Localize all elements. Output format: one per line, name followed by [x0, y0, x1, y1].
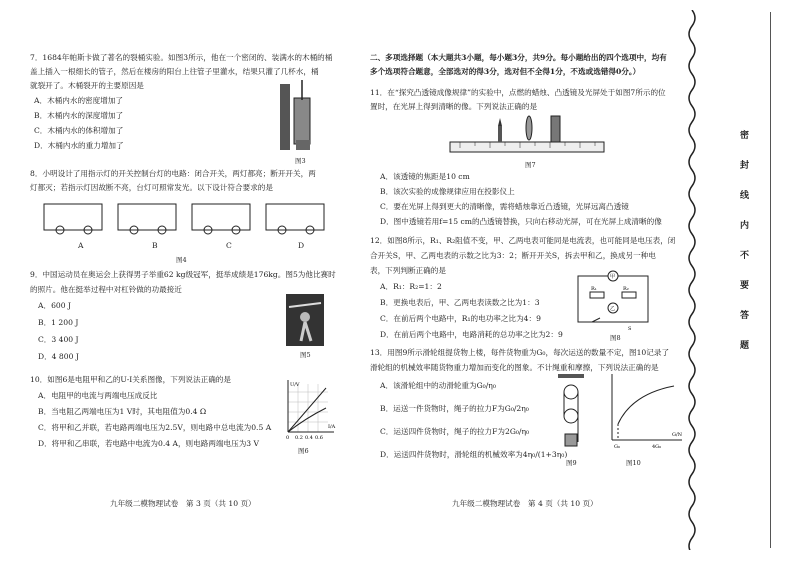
seal-char: 封	[740, 161, 750, 171]
q9-option-d: D．4 800 J	[38, 352, 79, 361]
graph-x-label: G/N	[672, 432, 683, 438]
q9-option-a: A．600 J	[38, 301, 72, 310]
ui-graph-y-label: U/V	[290, 382, 300, 388]
q11-option-b: B．该次实验的成像规律应用在投影仪上	[380, 187, 515, 196]
q12-stem-2: 合开关S，甲、乙两电表的示数之比为3：2；断开开关S，拆去甲和乙，换成另一种电	[370, 251, 656, 260]
right-page-footer: 九年级二模物理试卷 第 4 页（共 10 页）	[452, 499, 598, 508]
q12-stem-1: 12．如图8所示，R₁、R₂阻值不变，甲、乙两电表可能同是电流表，也可能同是电压表，闭	[370, 236, 676, 245]
circuit-fig8	[572, 264, 654, 332]
q12-option-c: C．在前后两个电路中，R₁的电功率之比为4：9	[380, 314, 541, 323]
q12-option-d: D．在前后两个电路中，电路消耗的总功率之比为2：9	[380, 330, 563, 339]
fig10-caption: 图10	[626, 459, 641, 467]
q10-stem: 10．如图6是电阻甲和乙的U-I关系图像，下列说法正确的是	[30, 375, 231, 384]
q8-letter-c: C	[226, 241, 232, 250]
q13-stem-2: 滑轮组的机械效率随货物重力增加而变化的图象。不计绳重和摩擦，下列说法正确的是	[370, 363, 659, 372]
q7-option-c: C．木桶内水的体积增加了	[34, 126, 124, 135]
fig7-caption: 图7	[525, 161, 536, 169]
ammeter-jia-label: 甲	[610, 274, 616, 280]
ui-graph-x-label: I/A	[328, 424, 336, 430]
graph-g0-tick: G₀	[614, 444, 620, 450]
q10-option-d: D．将甲和乙串联，若电路中电流为0.4 A，则电路两端电压为3 V	[38, 439, 260, 448]
q11-option-d: D．图中透镜若用f=15 cm的凸透镜替换，只向右移动光屏，可在光屏上成清晰的像	[380, 217, 662, 226]
q11-option-a: A．该透镜的焦距是10 cm	[380, 172, 470, 181]
q13-stem-1: 13．用图9所示滑轮组提货物上楼，每件货物重为G₀，每次运送的数量不定，图10记录了	[370, 348, 670, 357]
fig5-caption: 图5	[300, 351, 311, 359]
section-header-1: 二、多项选择题（本大题共3小题，每小题3分，共9分。每小题给出的四个选项中，均有	[370, 53, 667, 62]
switch-s-label: S	[628, 326, 632, 332]
binding-line	[684, 10, 700, 550]
q7-stem-2: 盖上插入一根细长的管子，然后在楼房的阳台上往管子里灌水，结果只灌了几杯水，桶	[30, 67, 319, 76]
ui-graph-x-tick: 0.2	[295, 435, 303, 441]
margin-rule	[770, 12, 771, 548]
seal-char: 密	[740, 131, 750, 141]
ui-graph-figure	[276, 378, 338, 444]
circuit-options-figure	[40, 198, 330, 242]
seal-char: 线	[740, 191, 750, 201]
q13-option-b: B．运送一件货物时，绳子的拉力F为G₀/2η₀	[380, 404, 529, 413]
q10-option-c: C．将甲和乙并联，若电路两端电压为2.5V，则电路中总电流为0.5 A	[38, 423, 272, 432]
ui-graph-x-tick: 0	[286, 435, 290, 441]
ammeter-yi-label: 乙	[610, 306, 616, 312]
q9-option-b: B．1 200 J	[38, 318, 79, 327]
q13-option-c: C．运送四件货物时，绳子的拉力F为2G₀/η₀	[380, 427, 530, 436]
ui-graph-x-tick: 0.6	[315, 435, 323, 441]
q7-option-d: D．木桶内水的重力增加了	[34, 141, 124, 150]
fig3-caption: 图3	[295, 157, 306, 165]
q11-stem-2: 置时，在光屏上得到清晰的像。下列说法正确的是	[370, 102, 538, 111]
q8-letter-a: A	[78, 241, 84, 250]
left-page-footer: 九年级二模物理试卷 第 3 页（共 10 页）	[110, 499, 256, 508]
resistor-r1-label: R₁	[591, 286, 597, 292]
q12-option-a: A．R₁：R₂=1：2	[380, 282, 442, 291]
q9-stem-1: 9．中国运动员在奥运会上获得男子举重62 kg级冠军，挺举成绩是176kg。图5为他比赛时	[30, 270, 336, 279]
fig6-caption: 图6	[298, 447, 309, 455]
optical-bench-figure	[448, 112, 608, 160]
seal-char: 答	[740, 311, 750, 321]
q11-stem-1: 11．在“探究凸透镜成像规律”的实验中，点燃的蜡烛、凸透镜及光屏处于如图7所示的位	[370, 88, 666, 97]
pulley-figure	[556, 372, 586, 456]
q8-letter-d: D	[298, 241, 305, 250]
q8-stem-1: 8．小明设计了用指示灯的开关控制台灯的电路：闭合开关，两灯都亮；断开开关，两	[30, 169, 316, 178]
q11-option-c: C．要在光屏上得到更大的清晰像，需将蜡烛靠近凸透镜，光屏远离凸透镜	[380, 202, 629, 211]
q9-stem-2: 的照片。他在挺举过程中对杠铃做的功最接近	[30, 285, 182, 294]
seal-char: 要	[740, 281, 750, 291]
graph-4g0-tick: 4G₀	[652, 444, 662, 450]
resistor-r2-label: R₂	[623, 286, 629, 292]
q12-stem-3: 表，下列判断正确的是	[370, 266, 446, 275]
fig4-caption: 图4	[176, 256, 187, 264]
q7-option-b: B．木桶内水的深度增加了	[34, 111, 124, 120]
q8-letter-b: B	[152, 241, 158, 250]
ui-graph-x-tick: 0.4	[305, 435, 313, 441]
q13-option-d: D．运送四件货物时，滑轮组的机械效率为4η₀/(1+3η₀)	[380, 450, 568, 459]
q7-stem-1: 7．1684年帕斯卡做了著名的裂桶实验。如图3所示，他在一个密闭的、装满水的木桶的桶	[30, 53, 333, 62]
q10-option-a: A．电阻甲的电流与两端电压成反比	[38, 391, 158, 400]
q12-option-b: B．更换电表后，甲、乙两电表读数之比为1：3	[380, 298, 540, 307]
q7-option-a: A．木桶内水的密度增加了	[34, 96, 124, 105]
fig8-caption: 图8	[610, 334, 621, 342]
weightlifter-photo	[286, 294, 324, 346]
q9-option-c: C．3 400 J	[38, 335, 79, 344]
fig9-caption: 图9	[566, 459, 577, 467]
q8-stem-2: 灯都灭；若指示灯因故断不亮，台灯可照常发光。以下设计符合要求的是	[30, 183, 273, 192]
barrel-figure	[276, 80, 320, 154]
seal-char: 题	[740, 341, 750, 351]
q13-option-a: A．该滑轮组中的动滑轮重为G₀/η₀	[380, 381, 496, 390]
q10-option-b: B．当电阻乙两端电压为1 V时，其电阻值为0.4 Ω	[38, 407, 207, 416]
section-header-2: 多个选项符合题意，全部选对的得3分，选对但不全得1分，不选或选错得0分。）	[370, 67, 641, 76]
q7-stem-3: 就裂开了。木桶裂开的主要原因是	[30, 81, 144, 90]
efficiency-graph	[598, 368, 688, 452]
seal-char: 不	[740, 251, 750, 261]
seal-char: 内	[740, 221, 750, 231]
